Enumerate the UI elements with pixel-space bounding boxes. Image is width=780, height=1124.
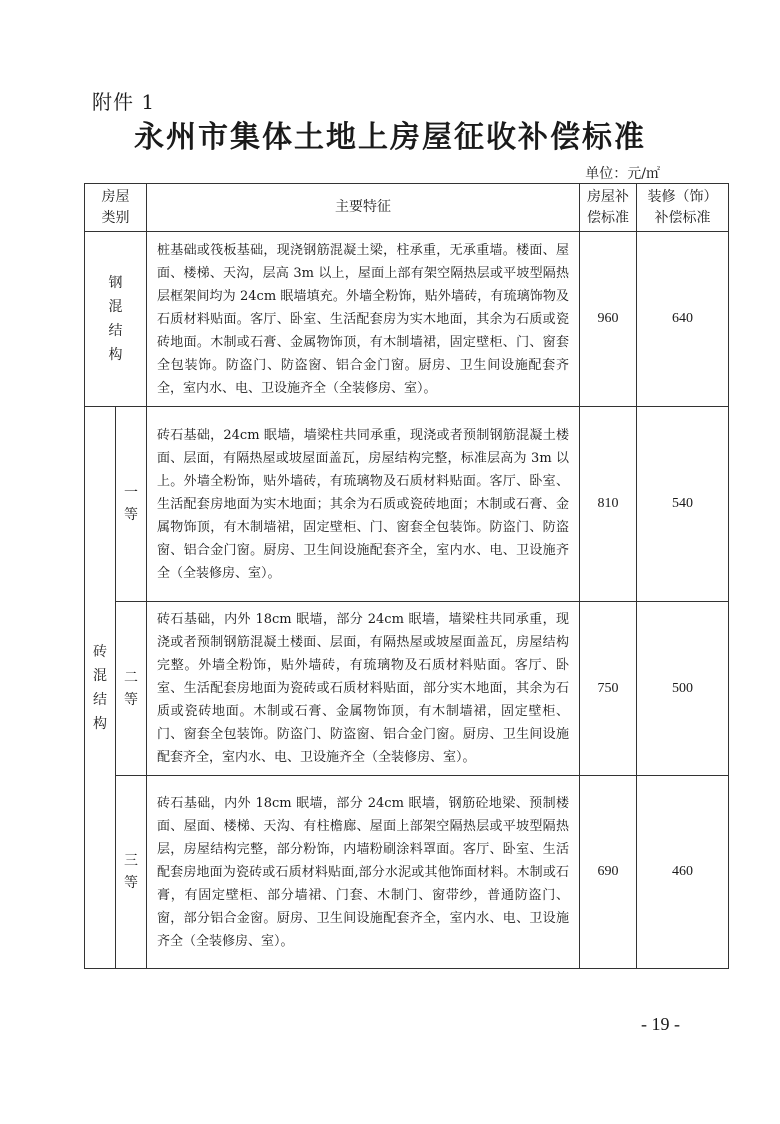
header-features: 主要特征 [147,184,580,232]
category-steel-concrete: 钢混结构 [85,232,147,407]
house-compensation-grade3: 690 [580,776,637,969]
table-row [85,602,729,776]
table-row [85,232,729,407]
grade-first: 一等 [116,407,147,602]
features-brick-grade2: 砖石基础，内外 18cm 眠墙，部分 24cm 眠墙，墙梁柱共同承重，现浇或者预制钢筋混凝土楼面、层面，有隔热屋或坡屋面盖瓦，房屋结构完整。外墙全粉饰，贴外墙砖，有琉璃物及石质材料贴面。客厅、卧室、生活配套房地面为瓷砖或石质材料贴面，部分实木地面，其余为石质或瓷砖地面。木制或石膏、金属物饰顶，有木制墙裙，固定壁柜、门、窗套全包装饰。防盗门、防盗窗、铝合金门窗。厨房、卫生间设施配套齐全，室内水、电、卫设施齐全（全装修房、室）。 [147,602,580,776]
decoration-compensation-grade1: 540 [637,407,729,602]
features-brick-grade1: 砖石基础，24cm 眠墙，墙梁柱共同承重，现浇或者预制钢筋混凝土楼面、层面，有隔热屋或坡屋面盖瓦，房屋结构完整，标准层高为 3m 以上。外墙全粉饰，贴外墙砖，有琉璃物及石质材料贴面。客厅、卧室、生活配套房地面为实木地面；其余为石质或瓷砖地面；木制或石膏、金属物饰顶，有木制墙裙，固定壁柜、门、窗套全包装饰。防盗门、防盗窗、铝合金门窗。厨房、卫生间设施配套齐全，室内水、电、卫设施齐全（全装修房、室）。 [147,407,580,602]
document-title: 永州市集体土地上房屋征收补偿标准 [134,120,646,155]
decoration-compensation-grade2: 500 [637,602,729,776]
features-brick-grade3: 砖石基础，内外 18cm 眠墙，部分 24cm 眠墙，钢筋砼地梁、预制楼面、屋面、楼梯、天沟、有柱檐廊、屋面上部架空隔热层或平坡型隔热层，房屋结构完整，部分粉饰，内墙粉刷涂料罩面。客厅、卧室、生活配套房地面为瓷砖或石质材料贴面,部分水泥或其他饰面材料。木制或石膏，有固定壁柜、部分墙裙、门套、木制门、窗带纱，普通防盗门、窗，部分铝合金窗。厨房、卫生间设施配套齐全，室内水、电、卫设施齐全（全装修房、室）。 [147,776,580,969]
header-category: 房屋类别 [85,184,147,232]
table-row [85,407,729,602]
category-brick-concrete: 砖混结构 [85,407,116,969]
house-compensation-steel: 960 [580,232,637,407]
house-compensation-grade1: 810 [580,407,637,602]
decoration-compensation-grade3: 460 [637,776,729,969]
page-number: - 19 - [641,1014,680,1034]
attachment-label: 附件 1 [92,90,156,114]
features-steel-concrete: 桩基础或筏板基础，现浇钢筋混凝土梁，柱承重，无承重墙。楼面、屋面、楼梯、天沟，层高 3m 以上，屋面上部有架空隔热层或平坡型隔热层框架间均为 24cm 眠墙填充。外墙全粉饰，贴外墙砖，有琉璃饰物及石质材料贴面。客厅、卧室、生活配套房为实木地面，其余为石质或瓷砖地面。木制或石膏、金属物饰顶，有木制墙裙，固定壁柜、门、窗套全包装饰。防盗门、防盗窗、铝合金门窗。厨房、卫生间设施配套齐全，室内水、电、卫设施齐全（全装修房、室）。 [147,232,580,407]
decoration-compensation-steel: 640 [637,232,729,407]
grade-second: 二等 [116,602,147,776]
grade-third: 三等 [116,776,147,969]
house-compensation-grade2: 750 [580,602,637,776]
table-row [85,776,729,969]
table-header-row [85,184,729,232]
unit-label: 单位：元/㎡ [585,166,660,182]
header-house-compensation: 房屋补偿标准 [580,184,637,232]
compensation-table [84,183,729,969]
header-decoration-compensation: 装修（饰）补偿标准 [637,184,729,232]
